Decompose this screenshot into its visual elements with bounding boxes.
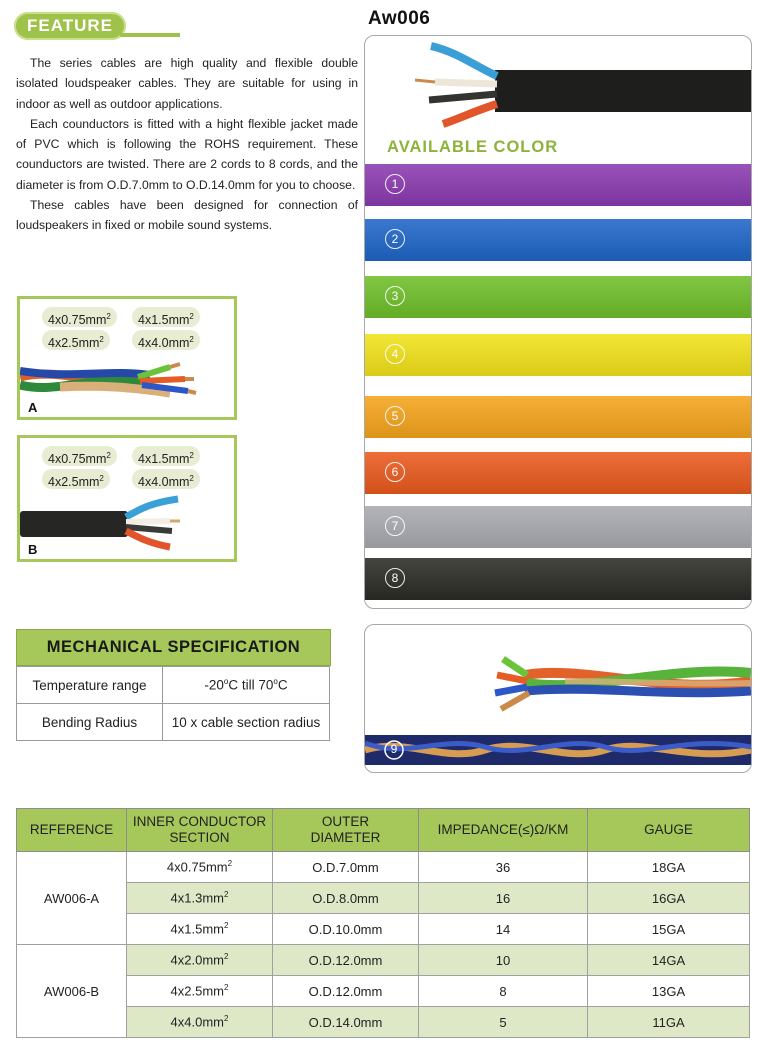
spec-label: Bending Radius (17, 704, 163, 741)
size-label: $4x2.5mm^2$ (42, 330, 110, 350)
spec-label: Temperature range (17, 667, 163, 704)
column-header: OUTER DIAMETER (273, 809, 419, 852)
color-stripe (365, 276, 751, 318)
color-number: 2 (385, 229, 405, 249)
reference-table-body (17, 852, 750, 1038)
feature-heading: FEATURE (14, 12, 126, 40)
feature-paragraph-3: These cables have been designed for connection of loudspeakers in fixed or mobile sound systems. (16, 198, 358, 233)
feature-paragraph-1: The series cables are high quality and flexible double isolated loudspeaker cables. They are suitable for using in indoor as well as outdoor applications. (16, 56, 358, 111)
spec-value: -20$^o$C till 70$^o$C (163, 667, 330, 704)
color-number: 6 (385, 462, 405, 482)
feature-paragraph-2: Each counductors is fitted with a hight flexible jacket made of PVC which is following the ROHS requirement. These counductors are twisted. There are 2 cords to 8 cords, and the diameter is from O.D.7.0mm to O.D.14.0mm for you to choose. (16, 116, 358, 192)
color-number: 8 (385, 568, 405, 588)
color-stripe (365, 219, 751, 261)
gauge-cell: 18GA (588, 852, 750, 883)
impedance-cell: 14 (419, 914, 588, 945)
color-panel (364, 35, 752, 609)
box-letter-b: B (28, 542, 38, 557)
box-letter-a: A (28, 400, 38, 415)
product-box-b (17, 435, 237, 562)
diameter-cell: O.D.12.0mm (273, 945, 419, 976)
section-cell: $4x4.0mm^2$ (127, 1007, 273, 1038)
impedance-cell: 10 (419, 945, 588, 976)
section-cell: $4x1.5mm^2$ (127, 914, 273, 945)
gauge-cell: 16GA (588, 883, 750, 914)
impedance-cell: 8 (419, 976, 588, 1007)
gauge-cell: 13GA (588, 976, 750, 1007)
color-stripe (365, 558, 751, 600)
table-row (17, 883, 750, 914)
diameter-cell: O.D.14.0mm (273, 1007, 419, 1038)
table-header-row (17, 809, 750, 852)
size-label: $4x0.75mm^2$ (42, 307, 117, 327)
size-label: $4x4.0mm^2$ (132, 469, 200, 489)
color-number: 1 (385, 174, 405, 194)
size-label: $4x0.75mm^2$ (42, 446, 117, 466)
section-cell: $4x0.75mm^2$ (127, 852, 273, 883)
color-number: 7 (385, 516, 405, 536)
cable-end-photo (365, 36, 751, 136)
color-number: 5 (385, 406, 405, 426)
mechanical-spec-table (16, 666, 330, 741)
color-number: 3 (385, 286, 405, 306)
spec-value: 10 x cable section radius (163, 704, 330, 741)
column-header: IMPEDANCE(≤)Ω/KM (419, 809, 588, 852)
impedance-cell: 5 (419, 1007, 588, 1038)
diameter-cell: O.D.12.0mm (273, 976, 419, 1007)
color-stripe (365, 164, 751, 206)
available-color-label: AVAILABLE COLOR (387, 138, 559, 156)
color-stripe (365, 334, 751, 376)
mechanical-spec-title: MECHANICAL SPECIFICATION (16, 629, 331, 666)
size-label: $4x1.5mm^2$ (132, 446, 200, 466)
gauge-cell: 15GA (588, 914, 750, 945)
color-stripe (365, 452, 751, 494)
impedance-cell: 36 (419, 852, 588, 883)
twisted-cable-photo (365, 625, 751, 772)
column-header: INNER CONDUCTOR SECTION (127, 809, 273, 852)
color-stripe (365, 396, 751, 438)
twisted-cable-panel (364, 624, 752, 773)
feature-underline (120, 33, 180, 37)
table-row (17, 704, 330, 741)
diameter-cell: O.D.8.0mm (273, 883, 419, 914)
size-label: $4x1.5mm^2$ (132, 307, 200, 327)
diameter-cell: O.D.7.0mm (273, 852, 419, 883)
color-stripe (365, 506, 751, 548)
product-box-a (17, 296, 237, 420)
gauge-cell: 14GA (588, 945, 750, 976)
size-label: $4x2.5mm^2$ (42, 469, 110, 489)
reference-cell: AW006-A (17, 852, 127, 945)
table-row (17, 945, 750, 976)
table-row (17, 852, 750, 883)
color-number: 9 (390, 742, 398, 756)
twisted-cable-photo (20, 357, 234, 401)
column-header: GAUGE (588, 809, 750, 852)
section-cell: $4x2.5mm^2$ (127, 976, 273, 1007)
table-row (17, 667, 330, 704)
table-row (17, 976, 750, 1007)
reference-cell: AW006-B (17, 945, 127, 1038)
impedance-cell: 16 (419, 883, 588, 914)
jacketed-cable-photo (20, 493, 234, 553)
size-label: $4x4.0mm^2$ (132, 330, 200, 350)
feature-description (16, 53, 358, 236)
section-cell: $4x2.0mm^2$ (127, 945, 273, 976)
table-row (17, 1007, 750, 1038)
column-header: REFERENCE (17, 809, 127, 852)
color-number: 4 (385, 344, 405, 364)
reference-table (16, 808, 750, 1038)
table-row (17, 914, 750, 945)
diameter-cell: O.D.10.0mm (273, 914, 419, 945)
gauge-cell: 11GA (588, 1007, 750, 1038)
section-cell: $4x1.3mm^2$ (127, 883, 273, 914)
model-title: Aw006 (368, 8, 431, 29)
